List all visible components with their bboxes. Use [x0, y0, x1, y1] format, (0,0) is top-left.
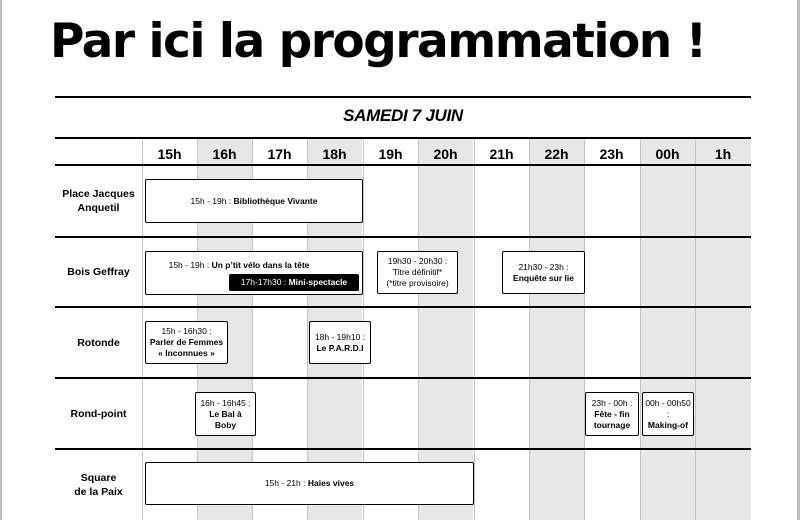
event-bibliotheque-vivante[interactable]: [145, 179, 363, 223]
hour-header: 19h: [378, 146, 403, 162]
row-line: [55, 448, 751, 450]
event-time: 15h - 19h :: [168, 260, 212, 270]
shade-column: [529, 138, 584, 520]
event-name: Making-of: [647, 419, 689, 430]
row-line: [55, 306, 751, 308]
hour-header: 20h: [433, 146, 458, 162]
event-name: Le P.A.R.D.I: [316, 342, 364, 353]
event-name: Bibliothèque Vivante: [233, 195, 318, 206]
event-time: 23h - 00h :: [591, 397, 633, 408]
hour-header: 22h: [544, 146, 569, 162]
hour-header: 17h: [267, 146, 292, 162]
event-titre-definitif[interactable]: [377, 251, 458, 294]
place-label: Square de la Paix: [74, 472, 123, 498]
event-le-pardi[interactable]: [309, 321, 371, 364]
event-name: Un p’tit vélo dans la tête: [211, 260, 310, 270]
hour-header: 21h: [489, 146, 514, 162]
event-time: 18h - 19h10 :: [314, 331, 366, 342]
place-label: Bois Geffray: [67, 266, 130, 278]
event-le-bal-a-boby[interactable]: [195, 392, 256, 436]
hour-header: 16h: [212, 146, 237, 162]
column-line: [584, 138, 585, 520]
row-line: [55, 137, 751, 139]
place-label: Rond-point: [70, 407, 127, 420]
event-haies-vives[interactable]: [145, 462, 474, 505]
event-name-line2: « Inconnues »: [158, 348, 215, 358]
event-name-line2: tournage: [593, 419, 631, 430]
event-time: 16h - 16h45 :: [200, 397, 251, 408]
event-name: Le Bal à Boby: [209, 408, 242, 430]
event-parler-de-femmes[interactable]: [145, 321, 228, 364]
event-time: 21h30 - 23h :: [518, 261, 569, 272]
column-line: [695, 138, 696, 520]
shade-column: [640, 138, 695, 520]
event-time: 19h30 - 20h30 :: [387, 256, 448, 266]
column-line: [640, 138, 641, 520]
event-enquete-sur-lie[interactable]: [502, 251, 585, 294]
shade-column: [695, 138, 751, 520]
event-time: 15h - 16h30 :: [161, 326, 212, 336]
event-note: (*titre provisoire): [386, 278, 449, 288]
event-name: Fête - fin: [594, 408, 630, 419]
event-time: 15h - 21h :: [264, 478, 308, 488]
event-making-of[interactable]: [642, 392, 694, 436]
event-name: Titre définitif*: [392, 267, 443, 277]
column-line: [142, 138, 143, 520]
hour-header: 18h: [322, 146, 347, 162]
row-line: [55, 236, 751, 238]
event-time: 17h-17h30 :: [240, 277, 289, 287]
page-title: Par ici la programmation !: [50, 14, 706, 69]
hour-header: 23h: [599, 146, 624, 162]
row-line: [55, 377, 751, 379]
hour-header: 00h: [655, 146, 680, 162]
day-heading: SAMEDI 7 JUIN: [343, 106, 463, 125]
event-name: Enquête sur lie: [513, 272, 574, 283]
event-name: Mini-spectacle: [288, 277, 348, 287]
column-line: [529, 138, 530, 520]
event-time: 00h - 00h50 :: [645, 397, 691, 419]
place-label: Place Jacques Anquetil: [62, 188, 135, 214]
hour-header: 1h: [714, 146, 732, 162]
event-mini-spectacle[interactable]: [229, 274, 359, 291]
event-time: 15h - 19h :: [190, 195, 234, 206]
column-line: [474, 138, 475, 520]
event-fete-fin-tournage[interactable]: [585, 392, 639, 436]
place-label: Rotonde: [77, 336, 120, 349]
row-line: [55, 164, 751, 166]
event-name: Haies vives: [307, 478, 355, 488]
event-name: Parler de Femmes: [149, 337, 224, 347]
hour-header: 15h: [157, 146, 182, 162]
